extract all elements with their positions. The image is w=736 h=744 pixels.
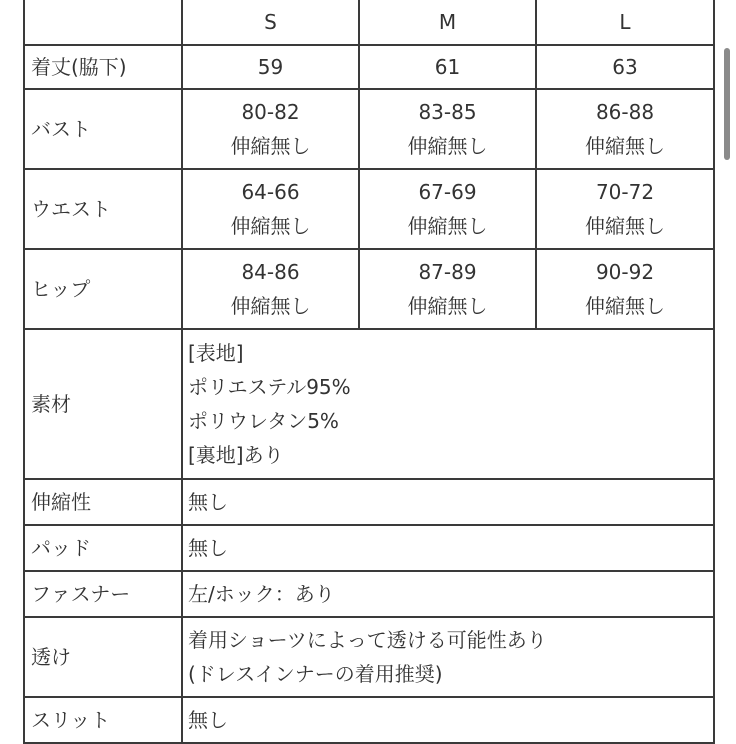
cell-value: 70-72 [595,180,655,204]
detail-line: 着用ショーツによって透ける可能性あり [188,628,547,652]
row-stretch [24,479,714,525]
cell-hip-s [182,249,359,329]
cell-value: 90-92 [595,260,655,284]
cell-note: 伸縮無し [230,134,311,158]
cell-value: 80-82 [241,100,300,124]
cell-sheer [182,617,714,697]
detail-line: ポリウレタン5% [188,409,339,433]
row-pad [24,525,714,571]
row-label: ヒップ [24,249,182,329]
cell-value: 64-66 [241,180,300,204]
cell-note: 伸縮無し [585,294,665,318]
row-label: ファスナー [24,571,182,617]
cell-pad [182,525,714,571]
cell-waist-s [182,169,359,249]
header-size-m: M [359,0,536,45]
detail-line: ポリエステル95% [188,375,351,399]
detail-line: (ドレスインナーの着用推奨) [188,662,443,686]
cell-value: 63 [612,55,638,79]
cell-hip-l [536,249,714,329]
cell-waist-m [359,169,536,249]
cell-note: 伸縮無し [407,294,488,318]
cell-value: 59 [257,55,284,79]
cell-note: 伸縮無し [585,134,665,158]
cell-note: 伸縮無し [230,294,311,318]
cell-bust-l [536,89,714,169]
header-size-l: L [536,0,714,45]
header-corner-cell [24,0,182,45]
header-size-s: S [182,0,359,45]
cell-zipper [182,571,714,617]
row-label: 伸縮性 [24,479,182,525]
row-label: ウエスト [24,169,182,249]
row-label: バスト [24,89,182,169]
detail-line: [裏地]あり [188,443,284,467]
cell-stretch [182,479,714,525]
cell-hip-m [359,249,536,329]
row-label: 素材 [24,329,182,479]
detail-line: [表地] [188,341,244,365]
cell-note: 伸縮無し [585,214,665,238]
cell-bust-s [182,89,359,169]
cell-material [182,329,714,479]
cell-value: 61 [434,55,461,79]
cell-value: 87-89 [418,260,477,284]
detail-line: 左/ホック：あり [188,582,335,606]
cell-note: 伸縮無し [407,214,488,238]
row-label: 着丈(脇下) [24,45,182,89]
cell-length-s [182,45,359,89]
cell-value: 83-85 [418,100,477,124]
row-sheer [24,617,714,697]
row-bust [24,89,714,169]
vertical-scrollbar[interactable] [724,48,730,160]
row-slit [24,697,714,743]
row-zipper [24,571,714,617]
detail-line: 無し [188,490,228,514]
cell-value: 84-86 [241,260,300,284]
cell-value: 67-69 [418,180,477,204]
row-hip [24,249,714,329]
row-label: スリット [24,697,182,743]
row-label: パッド [24,525,182,571]
cell-note: 伸縮無し [230,214,311,238]
cell-bust-m [359,89,536,169]
cell-length-l [536,45,714,89]
cell-length-m [359,45,536,89]
row-waist [24,169,714,249]
detail-line: 無し [188,708,228,732]
cell-value: 86-88 [595,100,655,124]
cell-note: 伸縮無し [407,134,488,158]
cell-waist-l [536,169,714,249]
row-label: 透け [24,617,182,697]
size-spec-table [23,0,715,744]
header-row [24,0,714,45]
cell-slit [182,697,714,743]
detail-line: 無し [188,536,228,560]
row-material [24,329,714,479]
row-length [24,45,714,89]
